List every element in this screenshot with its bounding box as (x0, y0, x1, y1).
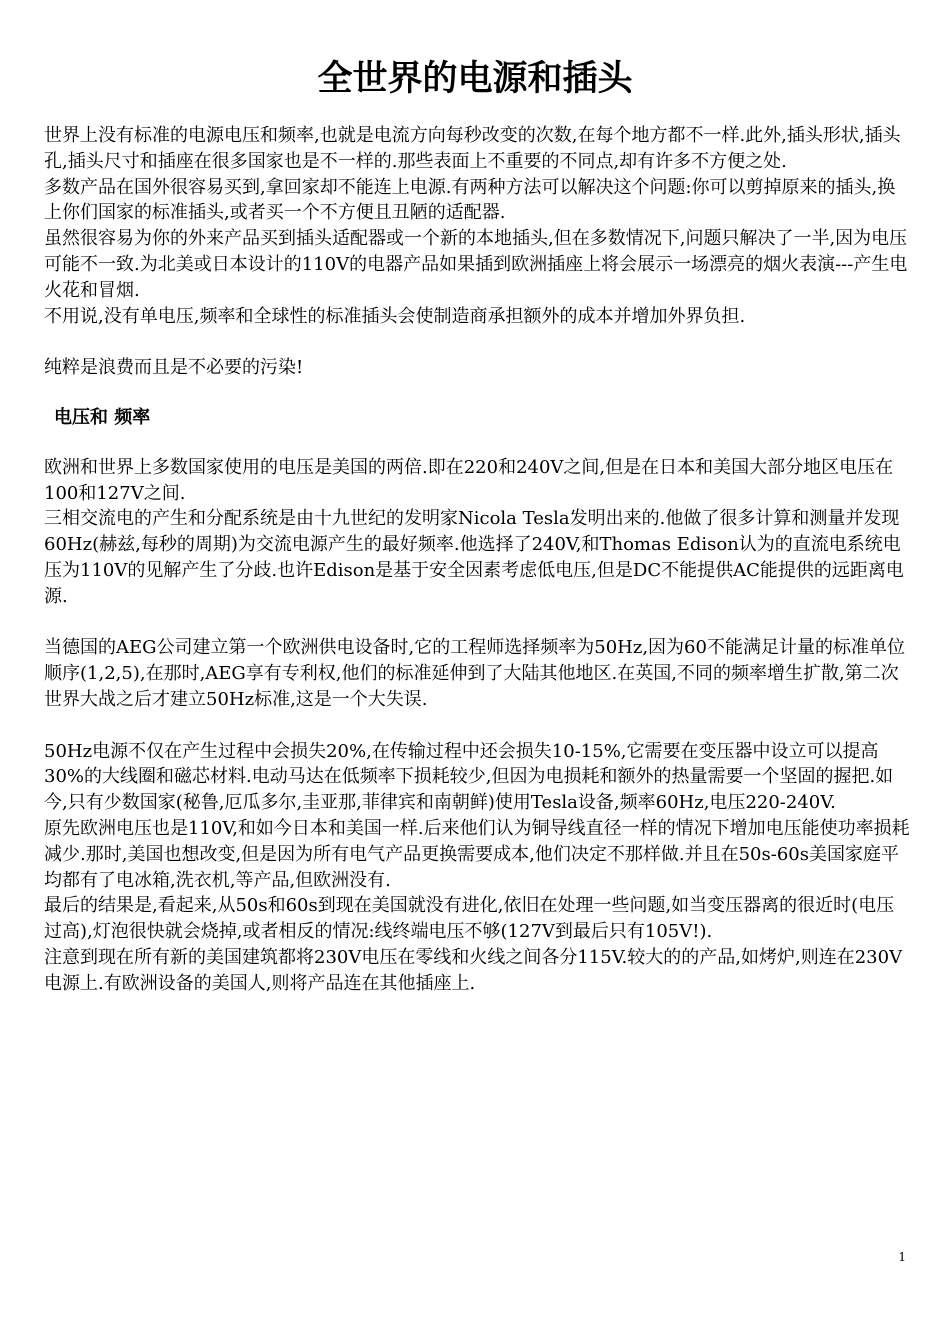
page-title: 全世界的电源和插头 (317, 59, 633, 99)
paragraph: 欧洲和世界上多数国家使用的电压是美国的两倍.即在220和240V之间,但是在日本和美国大部分地区电压在100和127V之间. (44, 456, 894, 504)
paragraph: 世界上没有标准的电源电压和频率,也就是电流方向每秒改变的次数,在每个地方都不一样.此外,插头形状,插头孔,插头尺寸和插座在很多国家也是不一样的.那些表面上不重要的不同点,却有许多不方便之处. (44, 125, 901, 172)
spacer (44, 381, 912, 405)
spacer (44, 713, 912, 739)
spacer (44, 431, 912, 455)
spacer (44, 610, 912, 636)
paragraph: 纯粹是浪费而且是不必要的污染! (44, 357, 304, 379)
spacer (44, 329, 912, 355)
paragraph: 当德国的AEG公司建立第一个欧洲供电设备时,它的工程师选择频率为50Hz,因为60不能满足计量的标准单位顺序(1,2,5),在那时,AEG享有专利权,他们的标准延伸到了大陆其他地区.在英国,不同的频率增生扩散,第二次世界大战之后才建立50Hz标准,这是一个大失误. (44, 637, 905, 710)
paragraph: 不用说,没有单电压,频率和全球性的标准插头会使制造商承担额外的成本并增加外界负担. (44, 305, 746, 327)
paragraph: 最后的结果是,看起来,从50s和60s到现在美国就没有进化,依旧在处理一些问题,如当变压器离的很近时(电压过高),灯泡很快就会烧掉,或者相反的情况:线终端电压不够(127V到最后只有105V!). (44, 895, 895, 943)
paragraph: 虽然很容易为你的外来产品买到插头适配器或一个新的本地插头,但在多数情况下,问题只解决了一半,因为电压可能不一致.为北美或日本设计的110V的电器产品如果插到欧洲插座上将会展示一场漂亮的烟火表演---产生电火花和冒烟. (44, 228, 908, 301)
document-body (44, 123, 912, 997)
page-number: 1 (898, 1250, 906, 1264)
paragraph: 50Hz电源不仅在产生过程中会损失20%,在传输过程中还会损失10-15%,它需要在变压器中设立可以提高30%的大线圈和磁芯材料.电动马达在低频率下损耗较少,但因为电损耗和额外的热量需要一个坚固的握把.如今,只有少数国家(秘鲁,厄瓜多尔,圭亚那,菲律宾和南朝鲜)使用Tesla设备,频率60Hz,电压220-240V. (44, 740, 894, 814)
section-heading: 电压和 频率 (54, 406, 151, 428)
paragraph: 原先欧洲电压也是110V,和如今日本和美国一样.后来他们认为铜导线直径一样的情况下增加电压能使功率损耗减少.那时,美国也想改变,但是因为所有电气产品更换需要成本,他们决定不那样做.并且在50s-60s美国家庭平均都有了电冰箱,洗衣机,等产品,但欧洲没有. (44, 817, 910, 891)
paragraph: 注意到现在所有新的美国建筑都将230V电压在零线和火线之间各分115V.较大的的产品,如烤炉,则连在230V电源上.有欧洲设备的美国人,则将产品连在其他插座上. (44, 946, 903, 994)
paragraph: 多数产品在国外很容易买到,拿回家却不能连上电源.有两种方法可以解决这个问题:你可以剪掉原来的插头,换上你们国家的标准插头,或者买一个不方便且丑陋的适配器. (44, 176, 896, 224)
paragraph: 三相交流电的产生和分配系统是由十九世纪的发明家Nicola Tesla发明出来的.他做了很多计算和测量并发现60Hz(赫兹,每秒的周期)为交流电源产生的最好频率.他选择了240V,和Thomas Edison认为的直流电系统电压为110V的见解产生了分歧.也许Edison是基于安全因素考虑低电压,但是DC不能提供AC能提供的远距离电源. (44, 508, 904, 607)
